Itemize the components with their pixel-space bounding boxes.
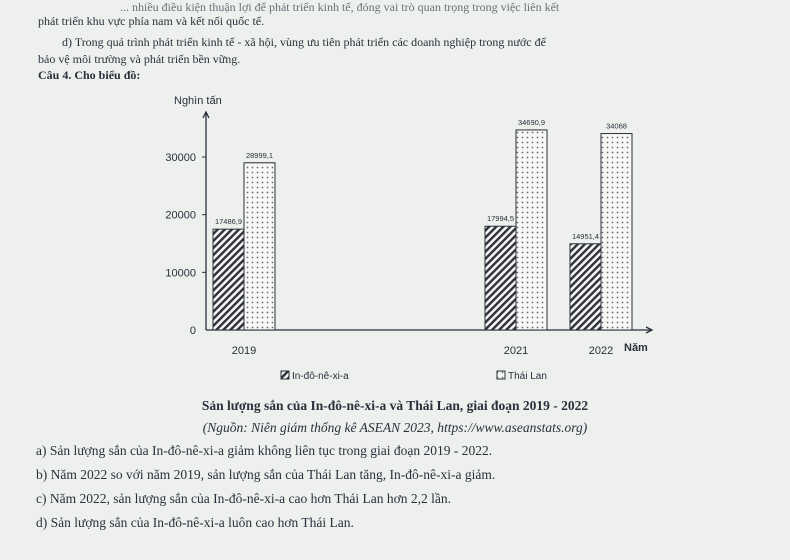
statement-d: d) Sản lượng sắn của In-đô-nê-xi-a luôn cao hơn Thái Lan. [36, 515, 354, 530]
legend-label: In-đô-nê-xi-a [292, 371, 349, 382]
x-tick-label: 2021 [503, 345, 529, 357]
intro-line-2: phát triển khu vực phía nam và kết nối quốc tế. [38, 14, 265, 28]
data-label: 17486,9 [214, 217, 243, 227]
data-label: 14951,4 [571, 231, 600, 241]
bar-indonesia [570, 244, 601, 330]
bar-thailand [516, 130, 547, 330]
data-label: 34068 [606, 121, 627, 131]
bar-indonesia [213, 229, 244, 330]
intro-line-4: bảo vệ môi trường và phát triển bền vững. [38, 52, 241, 66]
statement-c: c) Năm 2022, sản lượng sắn của In-đô-nê-xi-a cao hơn Thái Lan hơn 2,2 lần. [36, 491, 451, 506]
statement-a: a) Sản lượng sắn của In-đô-nê-xi-a giảm không liên tục trong giai đoạn 2019 - 2022. [36, 443, 493, 458]
x-tick-label: 2022 [588, 345, 614, 357]
x-tick-label: 2019 [231, 345, 257, 357]
data-label: 17994,5 [486, 214, 515, 224]
chart-source: (Nguồn: Niên giám thống kê ASEAN 2023, https://www.aseanstats.org) [202, 420, 588, 435]
legend-swatch [497, 371, 505, 379]
question-heading: Câu 4. Cho biểu đồ: [38, 68, 141, 82]
bar-indonesia [485, 226, 516, 330]
data-label: 28999,1 [245, 150, 274, 160]
y-tick-label: 10000 [165, 267, 196, 280]
intro-line-3: d) Trong quá trình phát triển kinh tế - xã hội, vùng ưu tiên phát triển các doanh nghiệp trong nước để [62, 35, 546, 49]
y-tick-label: 0 [189, 325, 196, 337]
chart-title: Sản lượng sắn của In-đô-nê-xi-a và Thái Lan, giai đoạn 2019 - 2022 [201, 398, 589, 413]
data-label: 34690,9 [517, 117, 546, 127]
intro-line-1: ... nhiều điều kiện thuận lợi để phát triển kinh tế, đóng vai trò quan trọng trong việc liên kết [120, 0, 560, 14]
bar-thailand [244, 163, 275, 330]
y-axis-title: Nghìn tấn [174, 95, 222, 107]
statement-b: b) Năm 2022 so với năm 2019, sản lượng sắn của Thái Lan tăng, In-đô-nê-xi-a giảm. [36, 467, 496, 482]
y-tick-label: 30000 [165, 152, 196, 164]
x-axis-title: Năm [624, 342, 648, 354]
y-tick-label: 20000 [165, 209, 196, 222]
legend-label: Thái Lan [508, 371, 547, 382]
bar-thailand [601, 134, 632, 330]
legend-swatch [281, 371, 289, 379]
